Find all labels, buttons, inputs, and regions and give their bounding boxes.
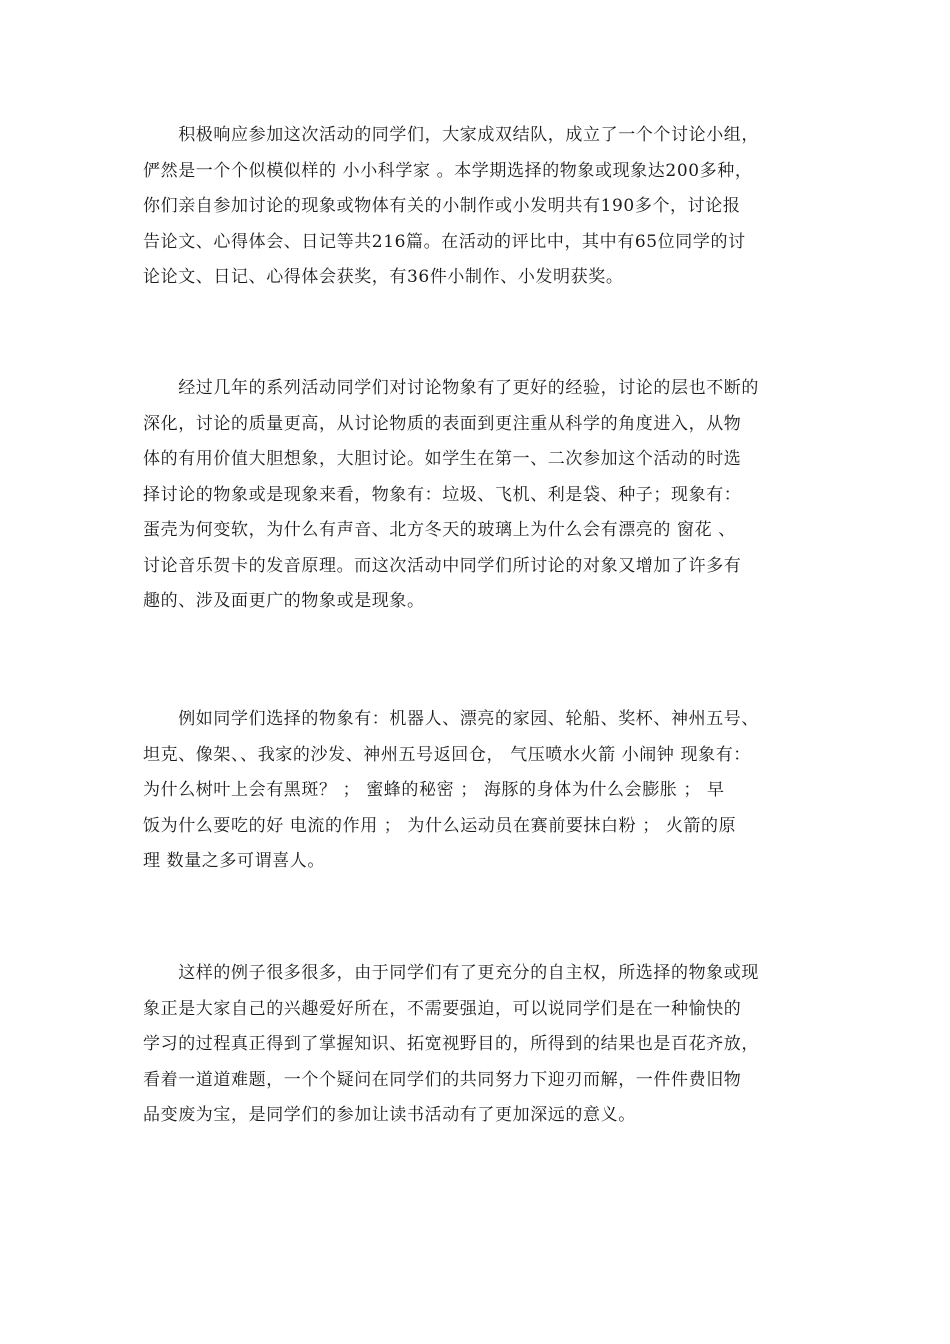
text-line: 坦克、像架、、我家的沙发、神州五号返回仓， 气压喷水火箭 小闹钟 现象有： [143, 744, 751, 765]
text-line: 这样的例子很多很多，由于同学们有了更充分的自主权，所选择的物象或现 [143, 963, 759, 983]
text-line: 理 数量之多可谓喜人。 [143, 851, 326, 871]
text-line: 俨然是一个个似模似样的 小小科学家 。本学期选择的物象或现象达200多种， [143, 160, 753, 181]
paragraph-examples [143, 702, 823, 880]
text-line: 积极响应参加这次活动的同学们，大家成双结队，成立了一个个讨论小组， [143, 125, 759, 145]
text-line: 体的有用价值大胆想象，大胆讨论。如学生在第一、二次参加这个活动的时选 [143, 449, 742, 469]
text-line: 品变废为宝，是同学们的参加让读书活动有了更加深远的意义。 [143, 1105, 636, 1125]
text-line: 蛋壳为何变软，为什么有声音、北方冬天的玻璃上为什么会有漂亮的 窗花 、 [143, 520, 736, 540]
text-line: 学习的过程真正得到了掌握知识、拓宽视野目的，所得到的结果也是百花齐放， [143, 1034, 759, 1054]
text-line: 你们亲自参加讨论的现象或物体有关的小制作或小发明共有190多个，讨论报 [143, 196, 741, 216]
text-line: 讨论音乐贺卡的发音原理。而这次活动中同学们所讨论的对象又增加了许多有 [143, 555, 742, 576]
text-line: 为什么树叶上会有黑斑？ ； 蜜蜂的秘密 ； 海豚的身体为什么会膨胀 ； 早 [143, 780, 725, 800]
text-line: 饭为什么要吃的好 电流的作用 ； 为什么运动员在赛前要抹白粉 ； 火箭的原 [143, 815, 737, 836]
text-line: 深化，讨论的质量更高，从讨论物质的表面到更注重从科学的角度进入，从物 [143, 413, 742, 434]
text-line: 象正是大家自己的兴趣爱好所在，不需要强迫，可以说同学们是在一种愉快的 [143, 998, 742, 1019]
text-line: 论论文、日记、心得体会获奖，有36件小制作、小发明获奖。 [143, 267, 624, 287]
text-line: 告论文、心得体会、日记等共216篇。在活动的评比中，其中有65位同学的讨 [143, 231, 746, 252]
text-line: 趣的、涉及面更广的物象或是现象。 [143, 591, 425, 611]
text-line: 例如同学们选择的物象有：机器人、漂亮的家园、轮船、奖杯、神州五号、 [143, 709, 759, 729]
paragraph-conclusion [143, 956, 823, 1134]
text-line: 看着一道道难题，一个个疑问在同学们的共同努力下迎刃而解，一件件费旧物 [143, 1069, 742, 1090]
text-line: 经过几年的系列活动同学们对讨论物象有了更好的经验，讨论的层也不断的 [143, 378, 759, 398]
paragraph-research-depth [143, 371, 823, 620]
paragraph-activity-results [143, 118, 823, 296]
text-line: 择讨论的物象或是现象来看，物象有：垃圾、飞机、利是袋、种子；现象有： [143, 484, 742, 505]
